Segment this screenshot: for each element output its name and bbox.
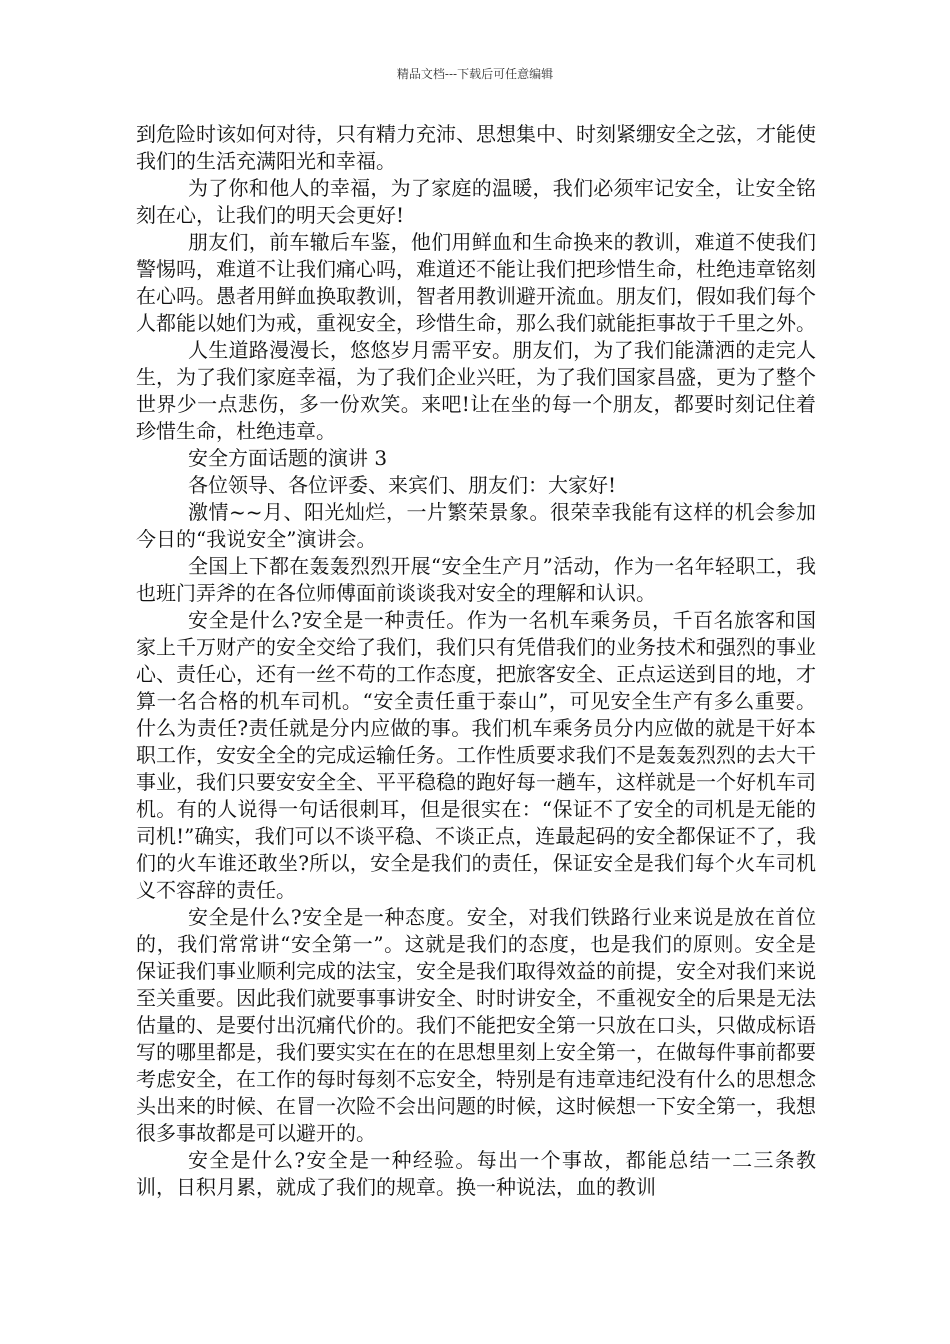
paragraph: 各位领导、各位评委、来宾们、朋友们：大家好! (188, 473, 617, 497)
paragraph: 到危险时该如何对待，只有精力充沛、思想集中、时刻紧绷安全之弦，才能使我们的生活充满阳光和幸福。 (136, 122, 816, 173)
paragraph: 安全是什么?安全是一种经验。每出一个事故，都能总结一二三条教训，日积月累，就成了我们的规章。换一种说法，血的教训 (136, 1148, 816, 1199)
page-header: 精品文档---下载后可任意编辑 (396, 67, 554, 81)
document-body (136, 121, 816, 1201)
paragraph: 全国上下都在轰轰烈烈开展“安全生产月”活动，作为一名年轻职工，我也班门弄斧的在各位师傅面前谈谈我对安全的理解和认识。 (136, 554, 816, 605)
paragraph: 激情~~月、阳光灿烂，一片繁荣景象。很荣幸我能有这样的机会参加今日的“我说安全”演讲会。 (136, 500, 816, 551)
paragraph: 安全是什么?安全是一种责任。作为一名机车乘务员，千百名旅客和国家上千万财产的安全交给了我们，我们只有凭借我们的业务技术和强烈的事业心、责任心，还有一丝不苟的工作态度，把旅客安全、正点运送到目的地，才算一名合格的机车司机。“安全责任重于泰山”，可见安全生产有多么重要。什么为责任?责任就是分内应做的事。我们机车乘务员分内应做的就是干好本职工作，安安全全的完成运输任务。工作性质要求我们不是轰轰烈烈的去大干事业，我们只要安安全全、平平稳稳的跑好每一趟车，这样就是一个好机车司机。有的人说得一句话很刺耳，但是很实在：“保证不了安全的司机是无能的司机!”确实，我们可以不谈平稳、不谈正点，连最起码的安全都保证不了，我们的火车谁还敢坐?所以，安全是我们的责任，保证安全是我们每个火车司机义不容辞的责任。 (136, 608, 816, 902)
paragraph: 朋友们，前车辙后车鉴，他们用鲜血和生命换来的教训，难道不使我们警惕吗，难道不让我们痛心吗，难道还不能让我们把珍惜生命，杜绝违章铭刻在心吗。愚者用鲜血换取教训，智者用教训避开流血。朋友们，假如我们每个人都能以她们为戒，重视安全，珍惜生命，那么我们就能拒事故于千里之外。 (136, 230, 816, 335)
paragraph: 安全是什么?安全是一种态度。安全，对我们铁路行业来说是放在首位的，我们常常讲“安全第一”。这就是我们的态度，也是我们的原则。安全是保证我们事业顺利完成的法宝，安全是我们取得效益的前提，安全对我们来说至关重要。因此我们就要事事讲安全、时时讲安全，不重视安全的后果是无法估量的、是要付出沉痛代价的。我们不能把安全第一只放在口头，只做成标语写的哪里都是，我们要实实在在的在思想里刻上安全第一，在做每件事前都要考虑安全，在工作的每时每刻不忘安全，特别是有违章违纪没有什么的思想念头出来的时候、在冒一次险不会出问题的时候，这时候想一下安全第一，我想很多事故都是可以避开的。 (136, 905, 816, 1145)
section-title: 安全方面话题的演讲 3 (188, 446, 388, 470)
paragraph: 人生道路漫漫长，悠悠岁月需平安。朋友们，为了我们能潇洒的走完人生，为了我们家庭幸福，为了我们企业兴旺，为了我们国家昌盛，更为了整个世界少一点悲伤，多一份欢笑。来吧!让在坐的每一个朋友，都要时刻记住着珍惜生命，杜绝违章。 (136, 338, 816, 443)
paragraph: 为了你和他人的幸福，为了家庭的温暖，我们必须牢记安全，让安全铭刻在心，让我们的明天会更好! (136, 176, 816, 227)
